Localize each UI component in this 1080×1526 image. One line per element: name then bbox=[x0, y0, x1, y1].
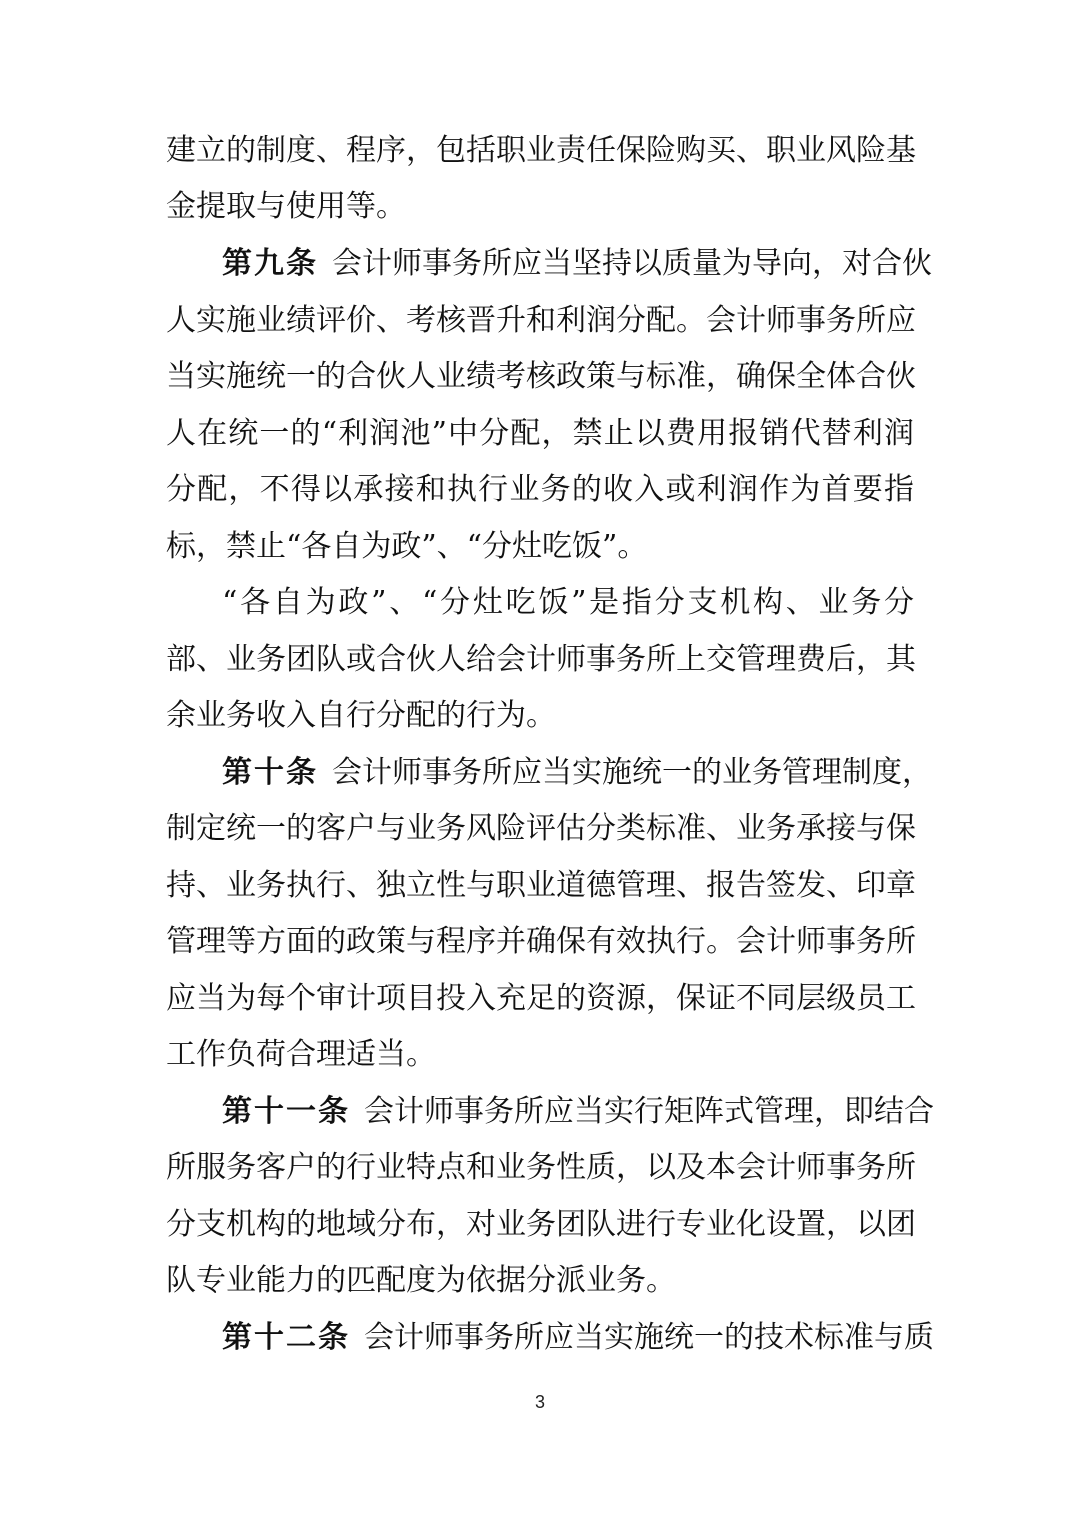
article-11-title: 第十一条 bbox=[222, 1094, 350, 1129]
text-line: 余业务收入自行分配的行为。 bbox=[166, 698, 556, 733]
article-9-title: 第九条 bbox=[222, 246, 318, 281]
text-line: 制定统一的客户与业务风险评估分类标准、业务承接与保 bbox=[166, 811, 916, 846]
article-10-title: 第十条 bbox=[222, 755, 318, 790]
text-line: 金提取与使用等。 bbox=[166, 189, 406, 224]
text-line: 所服务客户的行业特点和业务性质，以及本会计师事务所 bbox=[166, 1150, 916, 1185]
article-9-heading-line bbox=[166, 244, 932, 284]
article-11-heading-line bbox=[166, 1092, 934, 1132]
text-line: 人实施业绩评价、考核晋升和利润分配。会计师事务所应 bbox=[166, 303, 916, 338]
text-line: 部、业务团队或合伙人给会计师事务所上交管理费后，其 bbox=[166, 642, 916, 677]
text-line: 分配，不得以承接和执行业务的收入或利润作为首要指 bbox=[166, 472, 914, 507]
text-line: 应当为每个审计项目投入充足的资源，保证不同层级员工 bbox=[166, 981, 916, 1016]
text-line: 持、业务执行、独立性与职业道德管理、报告签发、印章 bbox=[166, 868, 916, 903]
text-line: 会计师事务所应当实施统一的业务管理制度， bbox=[332, 755, 932, 790]
text-line: “各自为政”、“分灶吃饭”是指分支机构、业务分 bbox=[222, 585, 914, 620]
page-number: 3 bbox=[534, 1392, 545, 1412]
article-12-title: 第十二条 bbox=[222, 1320, 350, 1355]
text-line: 当实施统一的合伙人业绩考核政策与标准，确保全体合伙 bbox=[166, 359, 916, 394]
text-line: 分支机构的地域分布，对业务团队进行专业化设置，以团 bbox=[166, 1207, 916, 1242]
text-line: 会计师事务所应当实行矩阵式管理，即结合 bbox=[364, 1094, 934, 1129]
text-line: 管理等方面的政策与程序并确保有效执行。会计师事务所 bbox=[166, 924, 916, 959]
article-10-heading-line bbox=[166, 753, 932, 793]
text-line: 会计师事务所应当坚持以质量为导向，对合伙 bbox=[332, 246, 932, 281]
text-line: 建立的制度、程序，包括职业责任保险购买、职业风险基 bbox=[166, 133, 916, 168]
text-line: 会计师事务所应当实施统一的技术标准与质 bbox=[364, 1320, 934, 1355]
text-line: 人在统一的“利润池”中分配，禁止以费用报销代替利润 bbox=[166, 416, 914, 451]
text-line: 队专业能力的匹配度为依据分派业务。 bbox=[166, 1263, 676, 1298]
text-line: 工作负荷合理适当。 bbox=[166, 1037, 436, 1072]
text-line: 标，禁止“各自为政”、“分灶吃饭”。 bbox=[166, 529, 648, 564]
article-12-heading-line bbox=[166, 1318, 934, 1358]
